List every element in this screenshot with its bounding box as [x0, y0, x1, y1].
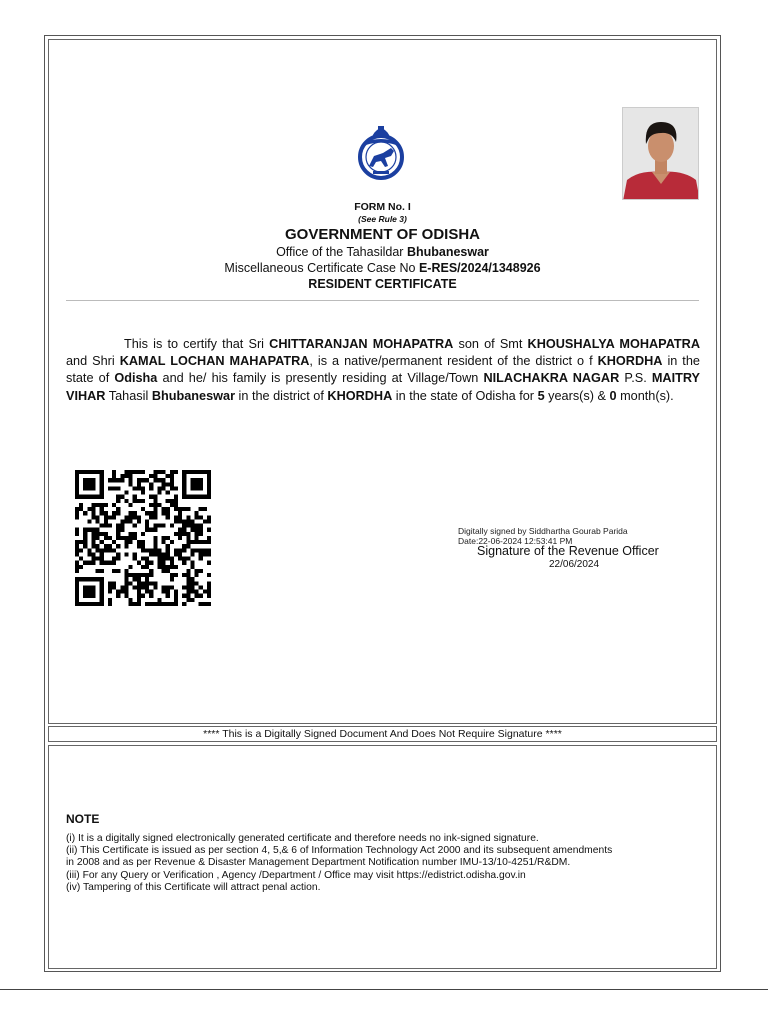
- note-item: (ii) This Certificate is issued as per section 4, 5,& 6 of Information Technology Act 2000 and its subsequent amendments: [66, 845, 613, 857]
- note-item: (i) It is a digitally signed electronically generated certificate and therefore needs no ink-signed signature.: [66, 833, 539, 844]
- note-item: (iv) Tampering of this Certificate will attract penal action.: [66, 881, 321, 893]
- office-name: Bhubaneswar: [406, 245, 489, 259]
- police-station: MAITRY VIHAR: [66, 371, 701, 403]
- body-text-5: in the state of: [66, 354, 700, 386]
- page-bottom-rule: [0, 989, 768, 990]
- case-line: [48, 260, 717, 276]
- verification-qr-code: [72, 470, 214, 606]
- district-name-2: KHORDHA: [327, 388, 393, 403]
- signature-date: 22/06/2024: [549, 559, 600, 570]
- body-text-12: month(s).: [620, 388, 674, 403]
- mother-name: KHOUSHALYA MOHAPATRA: [527, 337, 700, 351]
- office-line: [48, 244, 717, 260]
- father-name: KAMAL LOCHAN MAHAPATRA: [119, 354, 310, 369]
- body-text-9: in the district of: [238, 388, 324, 403]
- certificate-header: [48, 200, 717, 292]
- body-text-3: and Shri: [66, 354, 115, 369]
- years-count: 5: [537, 388, 545, 403]
- district-name: KHORDHA: [597, 354, 663, 369]
- note-list: [66, 833, 706, 894]
- body-text-6: and he/ his family is presently residing at Village/Town: [162, 371, 479, 386]
- months-count: 0: [609, 388, 617, 403]
- digital-sign-date: Date:22-06-2024 12:53:41 PM: [458, 536, 573, 546]
- case-number: E-RES/2024/1348926: [418, 261, 541, 275]
- digital-signer: Digitally signed by Siddhartha Gourab Parida: [458, 526, 628, 536]
- odisha-state-emblem-icon: [349, 124, 413, 180]
- note-title: NOTE: [66, 812, 100, 826]
- case-prefix: Miscellaneous Certificate Case No: [224, 261, 416, 275]
- body-text-10: in the state of Odisha for: [395, 388, 535, 403]
- body-text-2: son of Smt: [453, 337, 523, 351]
- header-divider: [66, 300, 699, 301]
- note-item: in 2008 and as per Revenue & Disaster Management Department Notification number IMU-13/10-4251/R&DM.: [66, 857, 571, 869]
- state-name: Odisha: [114, 371, 158, 386]
- form-number: FORM No. I: [354, 201, 411, 213]
- body-text-4: , is a native/permanent resident of the district o f: [309, 354, 593, 369]
- signature-label: Signature of the Revenue Officer: [477, 544, 659, 558]
- government-title: GOVERNMENT OF ODISHA: [284, 226, 480, 243]
- rule-reference: (See Rule 3): [358, 214, 407, 224]
- note-item: (iii) For any Query or Verification , Agency /Department / Office may visit https://edistrict.odisha.gov.in: [66, 869, 526, 881]
- resident-name: CHITTARANJAN MOHAPATRA: [269, 337, 454, 351]
- body-text-11: years(s) &: [548, 388, 606, 403]
- certificate-type: RESIDENT CERTIFICATE: [308, 277, 457, 291]
- applicant-photo: [622, 107, 699, 200]
- village-name: NILACHAKRA NAGAR: [483, 371, 620, 386]
- body-text-7: P.S.: [624, 371, 647, 386]
- digital-signed-notice: **** This is a Digitally Signed Document And Does Not Require Signature ****: [48, 726, 717, 742]
- digital-signature-stamp: [458, 526, 628, 546]
- tahasil-name: Bhubaneswar: [151, 388, 236, 403]
- certificate-body: [66, 336, 700, 405]
- body-text-1: This is to certify that Sri: [124, 337, 264, 351]
- office-prefix: Office of the Tahasildar: [276, 245, 404, 259]
- body-text-8: Tahasil: [108, 388, 149, 403]
